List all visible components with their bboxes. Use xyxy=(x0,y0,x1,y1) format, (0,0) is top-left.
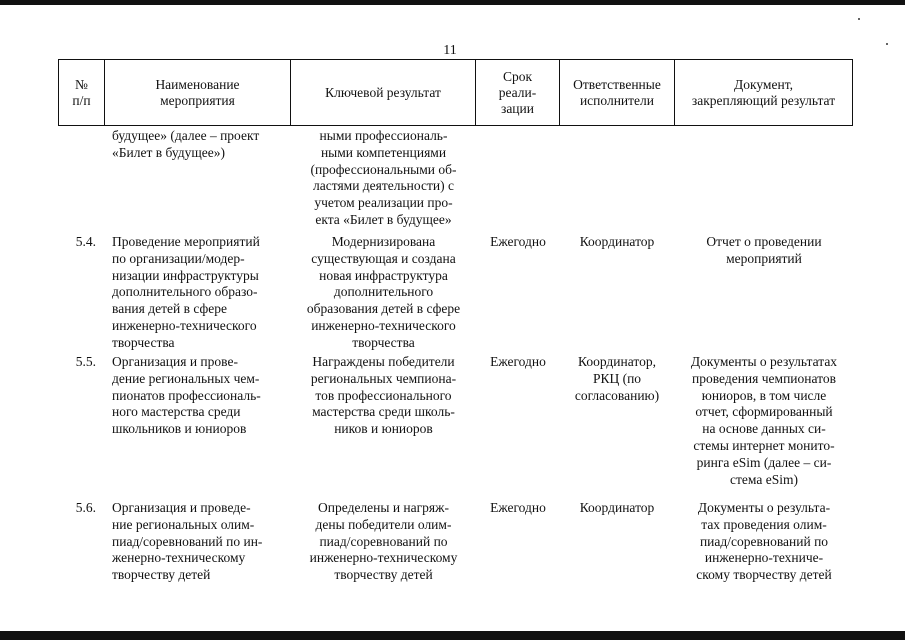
row-5-5-name: Организация и прове- дение региональных чем- пионатов профессиональ- ного мастерства среди школьников и юниоров xyxy=(112,354,261,437)
continuation-result: ными профессиональ- ными компетенциями (профессиональными об- ластями деятельности) с учетом реализации про- екта «Билет в будущее» xyxy=(310,128,457,227)
row-5-4-result: Модернизирована существующая и создана новая инфраструктура дополнительного образования детей в сфере инженерно-технического творчества xyxy=(306,234,461,350)
header-num: № п/п xyxy=(58,59,104,126)
row-5-4-name: Проведение мероприятий по организации/модер- низации инфраструктуры дополнительного образо- вания детей в сфере инженерно-технического творчества xyxy=(112,234,260,350)
continuation-name: будущее» (далее – проект «Билет в будущее») xyxy=(112,128,260,160)
row-5-6-document: Документы о результа- тах проведения олим- пиад/соревнований по инженерно-техниче- скому творчеству детей xyxy=(696,500,832,583)
row-5-6-responsible: Координатор xyxy=(579,500,655,515)
scan-border-bottom xyxy=(0,631,905,640)
row-5-6-result: Определены и нагряж- дены победители олим- пиад/соревнований по инженерно-техническому творчеству детей xyxy=(309,500,458,583)
row-5-5-term: Ежегодно xyxy=(490,354,546,369)
page-number: 11 xyxy=(443,43,457,58)
scan-border-top xyxy=(0,0,905,5)
row-5-6-num: 5.6. xyxy=(75,500,96,515)
row-5-6-term: Ежегодно xyxy=(490,500,546,515)
row-5-5-result: Награждены победители региональных чемпиона- тов профессионального мастерства среди школь- ников и юниоров xyxy=(310,354,457,437)
row-5-5-document: Документы о результатах проведения чемпионатов юниоров, в том числе отчет, сформированный на основе данных си- стемы интернет монито- ринга eSim (далее – си- стема eSim) xyxy=(690,354,838,487)
row-5-4-responsible: Координатор xyxy=(579,234,655,249)
header-responsible: Ответственные исполнители xyxy=(559,59,674,126)
header-result: Ключевой результат xyxy=(290,59,475,126)
row-5-4-num: 5.4. xyxy=(75,234,96,249)
row-5-5-num: 5.5. xyxy=(75,354,96,369)
header-term: Срок реали- зации xyxy=(475,59,559,126)
row-5-6-name: Организация и проведе- ние региональных олим- пиад/соревнований по ин- женерно-техническому творчеству детей xyxy=(112,500,263,583)
scan-speck xyxy=(858,18,860,20)
scan-speck xyxy=(886,43,888,45)
header-document: Документ, закрепляющий результат xyxy=(674,59,853,126)
row-5-4-document: Отчет о проведении мероприятий xyxy=(706,234,822,266)
row-5-5-responsible: Координатор, РКЦ (по согласованию) xyxy=(574,354,660,403)
header-name: Наименование мероприятия xyxy=(104,59,290,126)
row-5-4-term: Ежегодно xyxy=(490,234,546,249)
